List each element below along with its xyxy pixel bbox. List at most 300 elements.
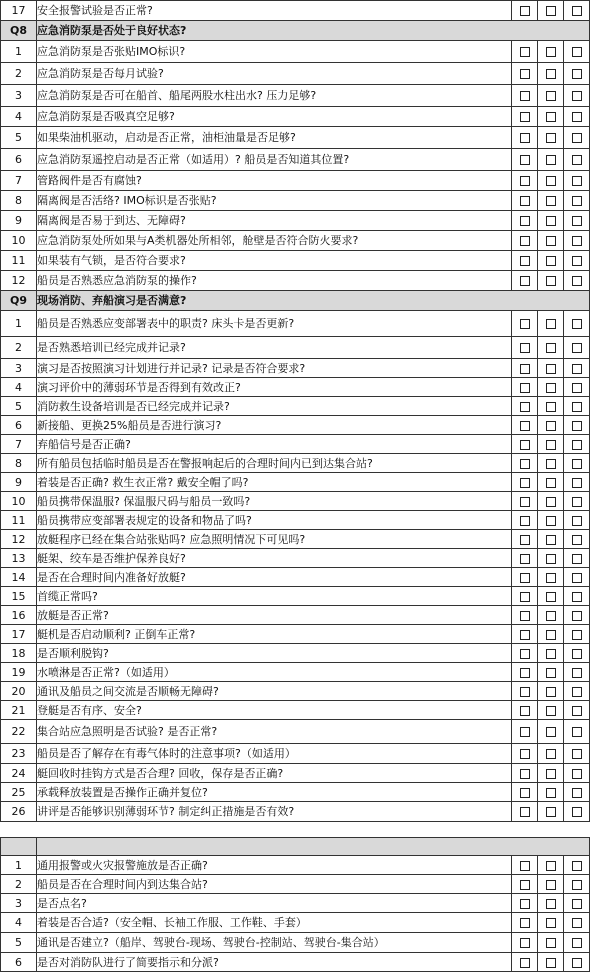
checkbox-cell xyxy=(512,171,538,191)
checkbox-cell xyxy=(512,127,538,149)
checkbox[interactable] xyxy=(572,727,582,737)
checkbox-cell xyxy=(564,231,590,251)
checkbox[interactable] xyxy=(520,668,530,678)
checkbox-cell xyxy=(538,311,564,337)
checkbox-cell xyxy=(538,802,564,822)
table-row xyxy=(1,473,590,492)
row-number: 6 xyxy=(1,953,37,972)
table-row xyxy=(1,802,590,822)
question-text: 所有船员包括临时船员是否在警报响起后的合理时间内已到达集合站? xyxy=(37,454,512,473)
checkbox[interactable] xyxy=(546,459,556,469)
row-number: 5 xyxy=(1,397,37,416)
question-text: 船员携带保温服? 保温服尺码与船员一致吗? xyxy=(37,492,512,511)
checkbox[interactable] xyxy=(546,554,556,564)
row-number: 4 xyxy=(1,378,37,397)
checkbox-cell xyxy=(538,416,564,435)
checkbox[interactable] xyxy=(546,727,556,737)
checkbox[interactable] xyxy=(520,938,530,948)
checkbox-cell xyxy=(538,875,564,894)
checkbox[interactable] xyxy=(520,155,530,165)
checkbox[interactable] xyxy=(546,687,556,697)
checkbox-cell xyxy=(512,856,538,875)
checkbox[interactable] xyxy=(520,440,530,450)
checkbox[interactable] xyxy=(520,91,530,101)
checkbox[interactable] xyxy=(572,749,582,759)
row-number: 8 xyxy=(1,454,37,473)
checkbox[interactable] xyxy=(520,343,530,353)
question-text: 安全报警试验是否正常? xyxy=(37,1,512,21)
question-text: 艇机是否启动顺利? 正倒车正常? xyxy=(37,625,512,644)
checkbox[interactable] xyxy=(572,176,582,186)
checkbox-cell xyxy=(512,764,538,783)
checkbox-cell xyxy=(538,191,564,211)
checkbox[interactable] xyxy=(572,706,582,716)
table-row xyxy=(1,311,590,337)
checkbox[interactable] xyxy=(572,807,582,817)
table-row xyxy=(1,644,590,663)
checkbox[interactable] xyxy=(546,516,556,526)
checkbox[interactable] xyxy=(572,343,582,353)
checkbox[interactable] xyxy=(572,196,582,206)
row-number: Q9 xyxy=(1,291,37,311)
checkbox-cell xyxy=(538,107,564,127)
checkbox[interactable] xyxy=(572,112,582,122)
checkbox[interactable] xyxy=(546,112,556,122)
checkbox-cell xyxy=(538,663,564,682)
checkbox-cell xyxy=(538,251,564,271)
table-row xyxy=(1,701,590,720)
checkbox-cell xyxy=(512,149,538,171)
checkbox-cell xyxy=(538,359,564,378)
checkbox[interactable] xyxy=(520,364,530,374)
checkbox-cell xyxy=(512,625,538,644)
checkbox[interactable] xyxy=(572,421,582,431)
table-row xyxy=(1,953,590,972)
checkbox[interactable] xyxy=(520,133,530,143)
checkbox-cell xyxy=(538,682,564,701)
checkbox[interactable] xyxy=(546,807,556,817)
checkbox[interactable] xyxy=(546,402,556,412)
question-text: 水喷淋是否正常?（如适用） xyxy=(37,663,512,682)
checkbox-cell xyxy=(538,549,564,568)
table-row xyxy=(1,416,590,435)
checkbox[interactable] xyxy=(546,421,556,431)
table-row xyxy=(1,63,590,85)
checkbox[interactable] xyxy=(520,402,530,412)
question-text: 如果柴油机驱动，启动是否正常，油柜油量是否足够? xyxy=(37,127,512,149)
checkbox[interactable] xyxy=(520,383,530,393)
checkbox[interactable] xyxy=(520,861,530,871)
table-row xyxy=(1,856,590,875)
checkbox[interactable] xyxy=(546,440,556,450)
table-row xyxy=(1,783,590,802)
row-number: 23 xyxy=(1,744,37,764)
checkbox-cell xyxy=(512,416,538,435)
checkbox[interactable] xyxy=(572,880,582,890)
checkbox[interactable] xyxy=(520,630,530,640)
checkbox-cell xyxy=(564,337,590,359)
table-row xyxy=(1,231,590,251)
checkbox[interactable] xyxy=(546,938,556,948)
row-number: 3 xyxy=(1,359,37,378)
checkbox-cell xyxy=(564,568,590,587)
checkbox[interactable] xyxy=(572,276,582,286)
checkbox-cell xyxy=(538,701,564,720)
checkbox[interactable] xyxy=(520,535,530,545)
row-number: 4 xyxy=(1,913,37,933)
checkbox[interactable] xyxy=(520,958,530,968)
checkbox[interactable] xyxy=(572,668,582,678)
checkbox[interactable] xyxy=(520,807,530,817)
checkbox[interactable] xyxy=(546,918,556,928)
checkbox[interactable] xyxy=(520,687,530,697)
checkbox[interactable] xyxy=(572,155,582,165)
checkbox[interactable] xyxy=(572,611,582,621)
checkbox[interactable] xyxy=(572,516,582,526)
checkbox[interactable] xyxy=(572,47,582,57)
checkbox[interactable] xyxy=(572,938,582,948)
table-row xyxy=(1,875,590,894)
question-text: 承载释放装置是否操作正确并复位? xyxy=(37,783,512,802)
checkbox[interactable] xyxy=(546,196,556,206)
row-number: 16 xyxy=(1,606,37,625)
checkbox-cell xyxy=(564,894,590,913)
checkbox[interactable] xyxy=(546,668,556,678)
checkbox-cell xyxy=(512,359,538,378)
row-number: 17 xyxy=(1,625,37,644)
checkbox-cell xyxy=(564,211,590,231)
checkbox[interactable] xyxy=(572,649,582,659)
checkbox[interactable] xyxy=(546,573,556,583)
checkbox-cell xyxy=(512,63,538,85)
checkbox-cell xyxy=(564,435,590,454)
row-number: 24 xyxy=(1,764,37,783)
table-row xyxy=(1,85,590,107)
checkbox-cell xyxy=(564,454,590,473)
checkbox[interactable] xyxy=(520,592,530,602)
checkbox-cell xyxy=(512,682,538,701)
row-number: 11 xyxy=(1,511,37,530)
question-text: 着装是否合适?（安全帽、长袖工作服、工作鞋、手套） xyxy=(37,913,512,933)
checkbox[interactable] xyxy=(572,592,582,602)
row-number: 9 xyxy=(1,211,37,231)
checkbox-cell xyxy=(512,663,538,682)
checkbox-cell xyxy=(538,568,564,587)
checkbox[interactable] xyxy=(520,727,530,737)
row-number xyxy=(1,838,37,856)
checklist-body xyxy=(1,1,590,972)
checkbox-cell xyxy=(564,783,590,802)
checkbox[interactable] xyxy=(572,256,582,266)
table-row xyxy=(1,1,590,21)
checkbox-cell xyxy=(538,41,564,63)
checkbox[interactable] xyxy=(572,958,582,968)
checkbox-cell xyxy=(512,953,538,972)
checkbox[interactable] xyxy=(520,236,530,246)
checkbox[interactable] xyxy=(546,749,556,759)
checkbox[interactable] xyxy=(546,880,556,890)
table-row xyxy=(1,744,590,764)
checkbox-cell xyxy=(564,1,590,21)
checkbox[interactable] xyxy=(546,133,556,143)
checkbox[interactable] xyxy=(546,91,556,101)
checkbox[interactable] xyxy=(520,459,530,469)
checkbox[interactable] xyxy=(572,364,582,374)
checkbox-cell xyxy=(538,171,564,191)
checkbox-cell xyxy=(564,701,590,720)
row-number: 1 xyxy=(1,41,37,63)
row-number: 3 xyxy=(1,85,37,107)
row-number: 19 xyxy=(1,663,37,682)
checkbox[interactable] xyxy=(546,958,556,968)
question-text: 艇架、绞车是否维护保养良好? xyxy=(37,549,512,568)
row-number: 6 xyxy=(1,416,37,435)
table-row xyxy=(1,271,590,291)
table-row xyxy=(1,397,590,416)
table-row xyxy=(1,251,590,271)
checkbox-cell xyxy=(564,63,590,85)
checkbox[interactable] xyxy=(520,276,530,286)
section-title: 应急消防泵是否处于良好状态? xyxy=(37,21,590,41)
table-row xyxy=(1,454,590,473)
checkbox-cell xyxy=(538,378,564,397)
checkbox[interactable] xyxy=(520,573,530,583)
checkbox[interactable] xyxy=(546,276,556,286)
checkbox[interactable] xyxy=(546,769,556,779)
checkbox[interactable] xyxy=(546,630,556,640)
table-row xyxy=(1,211,590,231)
checkbox-cell xyxy=(564,85,590,107)
table-row xyxy=(1,191,590,211)
question-text: 登艇是否有序、安全? xyxy=(37,701,512,720)
checkbox-cell xyxy=(538,473,564,492)
checkbox-cell xyxy=(512,744,538,764)
checkbox[interactable] xyxy=(520,196,530,206)
checkbox-cell xyxy=(538,606,564,625)
checkbox-cell xyxy=(538,913,564,933)
question-text: 消防救生设备培训是否已经完成并记录? xyxy=(37,397,512,416)
question-text: 应急消防泵是否可在船首、船尾两股水柱出水? 压力足够? xyxy=(37,85,512,107)
checkbox[interactable] xyxy=(546,47,556,57)
checkbox-cell xyxy=(564,644,590,663)
question-text: 应急消防泵处所如果与A类机器处所相邻，舱壁是否符合防火要求? xyxy=(37,231,512,251)
row-number: 7 xyxy=(1,435,37,454)
checkbox-cell xyxy=(538,127,564,149)
checkbox[interactable] xyxy=(546,343,556,353)
question-text: 是否在合理时间内准备好放艇? xyxy=(37,568,512,587)
checkbox[interactable] xyxy=(572,497,582,507)
checkbox[interactable] xyxy=(546,899,556,909)
question-text: 放艇程序已经在集合站张贴吗? 应急照明情况下可见吗? xyxy=(37,530,512,549)
checkbox-cell xyxy=(512,211,538,231)
checkbox[interactable] xyxy=(572,319,582,329)
checkbox[interactable] xyxy=(572,554,582,564)
checkbox-cell xyxy=(512,894,538,913)
checkbox[interactable] xyxy=(572,788,582,798)
checkbox-cell xyxy=(538,435,564,454)
checkbox[interactable] xyxy=(546,497,556,507)
question-text: 船员携带应变部署表规定的设备和物品了吗? xyxy=(37,511,512,530)
row-number: 10 xyxy=(1,231,37,251)
checkbox[interactable] xyxy=(520,216,530,226)
checkbox-cell xyxy=(538,894,564,913)
checkbox[interactable] xyxy=(572,769,582,779)
checkbox[interactable] xyxy=(572,440,582,450)
checkbox[interactable] xyxy=(546,6,556,16)
question-text: 是否顺利脱钩? xyxy=(37,644,512,663)
checkbox[interactable] xyxy=(572,459,582,469)
checkbox[interactable] xyxy=(572,383,582,393)
checkbox[interactable] xyxy=(546,155,556,165)
checkbox-cell xyxy=(564,913,590,933)
checkbox-cell xyxy=(564,473,590,492)
row-number: 5 xyxy=(1,127,37,149)
row-number: 8 xyxy=(1,191,37,211)
table-row xyxy=(1,682,590,701)
checkbox-cell xyxy=(538,63,564,85)
section-header-row xyxy=(1,21,590,41)
checkbox[interactable] xyxy=(520,706,530,716)
checkbox[interactable] xyxy=(546,478,556,488)
checkbox[interactable] xyxy=(520,611,530,621)
checkbox-cell xyxy=(512,473,538,492)
checkbox[interactable] xyxy=(572,133,582,143)
checkbox[interactable] xyxy=(546,861,556,871)
question-text: 艇回收时挂钩方式是否合理? 回收，保存是否正确? xyxy=(37,764,512,783)
checkbox[interactable] xyxy=(572,573,582,583)
question-text: 新接船、更换25%船员是否进行演习? xyxy=(37,416,512,435)
row-number: 17 xyxy=(1,1,37,21)
question-text: 是否熟悉培训已经完成并记录? xyxy=(37,337,512,359)
checkbox-cell xyxy=(564,549,590,568)
checkbox[interactable] xyxy=(572,918,582,928)
checkbox[interactable] xyxy=(520,788,530,798)
checkbox[interactable] xyxy=(520,256,530,266)
row-number: 22 xyxy=(1,720,37,744)
checkbox-cell xyxy=(564,378,590,397)
checkbox[interactable] xyxy=(520,880,530,890)
checkbox[interactable] xyxy=(572,899,582,909)
checkbox[interactable] xyxy=(546,611,556,621)
checkbox-cell xyxy=(512,85,538,107)
question-text: 放艇是否正常? xyxy=(37,606,512,625)
table-row xyxy=(1,107,590,127)
checkbox-cell xyxy=(564,953,590,972)
checkbox[interactable] xyxy=(572,687,582,697)
checkbox[interactable] xyxy=(572,535,582,545)
checkbox[interactable] xyxy=(572,402,582,412)
checkbox[interactable] xyxy=(520,176,530,186)
checkbox[interactable] xyxy=(572,91,582,101)
checkbox-cell xyxy=(512,251,538,271)
checkbox[interactable] xyxy=(572,630,582,640)
checkbox[interactable] xyxy=(546,69,556,79)
checkbox[interactable] xyxy=(572,861,582,871)
question-text: 着装是否正确? 救生衣正常? 戴安全帽了吗? xyxy=(37,473,512,492)
checkbox[interactable] xyxy=(546,256,556,266)
checkbox[interactable] xyxy=(520,69,530,79)
table-row xyxy=(1,511,590,530)
checkbox[interactable] xyxy=(546,383,556,393)
checkbox[interactable] xyxy=(546,236,556,246)
checkbox[interactable] xyxy=(572,6,582,16)
row-number: 14 xyxy=(1,568,37,587)
checkbox-cell xyxy=(512,397,538,416)
row-number: 21 xyxy=(1,701,37,720)
checkbox[interactable] xyxy=(546,216,556,226)
checkbox-cell xyxy=(564,311,590,337)
checkbox-cell xyxy=(564,359,590,378)
checkbox-cell xyxy=(538,511,564,530)
checkbox-cell xyxy=(564,492,590,511)
checkbox[interactable] xyxy=(572,69,582,79)
question-text: 如果装有气锁，是否符合要求? xyxy=(37,251,512,271)
table-row xyxy=(1,720,590,744)
row-number: 1 xyxy=(1,311,37,337)
checkbox-cell xyxy=(538,530,564,549)
checkbox[interactable] xyxy=(520,749,530,759)
question-text: 是否对消防队进行了简要指示和分派? xyxy=(37,953,512,972)
checkbox-cell xyxy=(538,231,564,251)
table-row xyxy=(1,933,590,953)
checkbox[interactable] xyxy=(546,176,556,186)
checkbox[interactable] xyxy=(520,6,530,16)
checkbox[interactable] xyxy=(572,216,582,226)
checkbox-cell xyxy=(512,802,538,822)
checkbox[interactable] xyxy=(546,364,556,374)
checkbox[interactable] xyxy=(546,535,556,545)
question-text: 首缆正常吗? xyxy=(37,587,512,606)
checkbox[interactable] xyxy=(520,421,530,431)
checkbox[interactable] xyxy=(520,47,530,57)
checkbox[interactable] xyxy=(546,592,556,602)
checkbox[interactable] xyxy=(520,516,530,526)
checkbox-cell xyxy=(564,191,590,211)
checkbox-cell xyxy=(564,744,590,764)
checkbox[interactable] xyxy=(520,497,530,507)
row-number: 3 xyxy=(1,894,37,913)
row-number: 20 xyxy=(1,682,37,701)
row-number: 13 xyxy=(1,549,37,568)
checkbox[interactable] xyxy=(546,788,556,798)
checkbox[interactable] xyxy=(520,918,530,928)
question-text: 应急消防泵是否张贴IMO标识? xyxy=(37,41,512,63)
checkbox[interactable] xyxy=(572,236,582,246)
question-text: 船员是否在合理时间内到达集合站? xyxy=(37,875,512,894)
checkbox[interactable] xyxy=(520,649,530,659)
checkbox[interactable] xyxy=(520,478,530,488)
checkbox[interactable] xyxy=(546,319,556,329)
checkbox-cell xyxy=(512,378,538,397)
checkbox[interactable] xyxy=(520,769,530,779)
checkbox[interactable] xyxy=(546,649,556,659)
checkbox-cell xyxy=(564,530,590,549)
checkbox[interactable] xyxy=(572,478,582,488)
table-row xyxy=(1,587,590,606)
question-text: 应急消防泵遥控启动是否正常（如适用）? 船员是否知道其位置? xyxy=(37,149,512,171)
checkbox[interactable] xyxy=(520,554,530,564)
checkbox-cell xyxy=(512,271,538,291)
checkbox-cell xyxy=(512,913,538,933)
table-row xyxy=(1,41,590,63)
row-number: 2 xyxy=(1,875,37,894)
checkbox[interactable] xyxy=(520,319,530,329)
table-row xyxy=(1,435,590,454)
checkbox[interactable] xyxy=(520,899,530,909)
checkbox[interactable] xyxy=(546,706,556,716)
checkbox[interactable] xyxy=(520,112,530,122)
checkbox-cell xyxy=(538,933,564,953)
